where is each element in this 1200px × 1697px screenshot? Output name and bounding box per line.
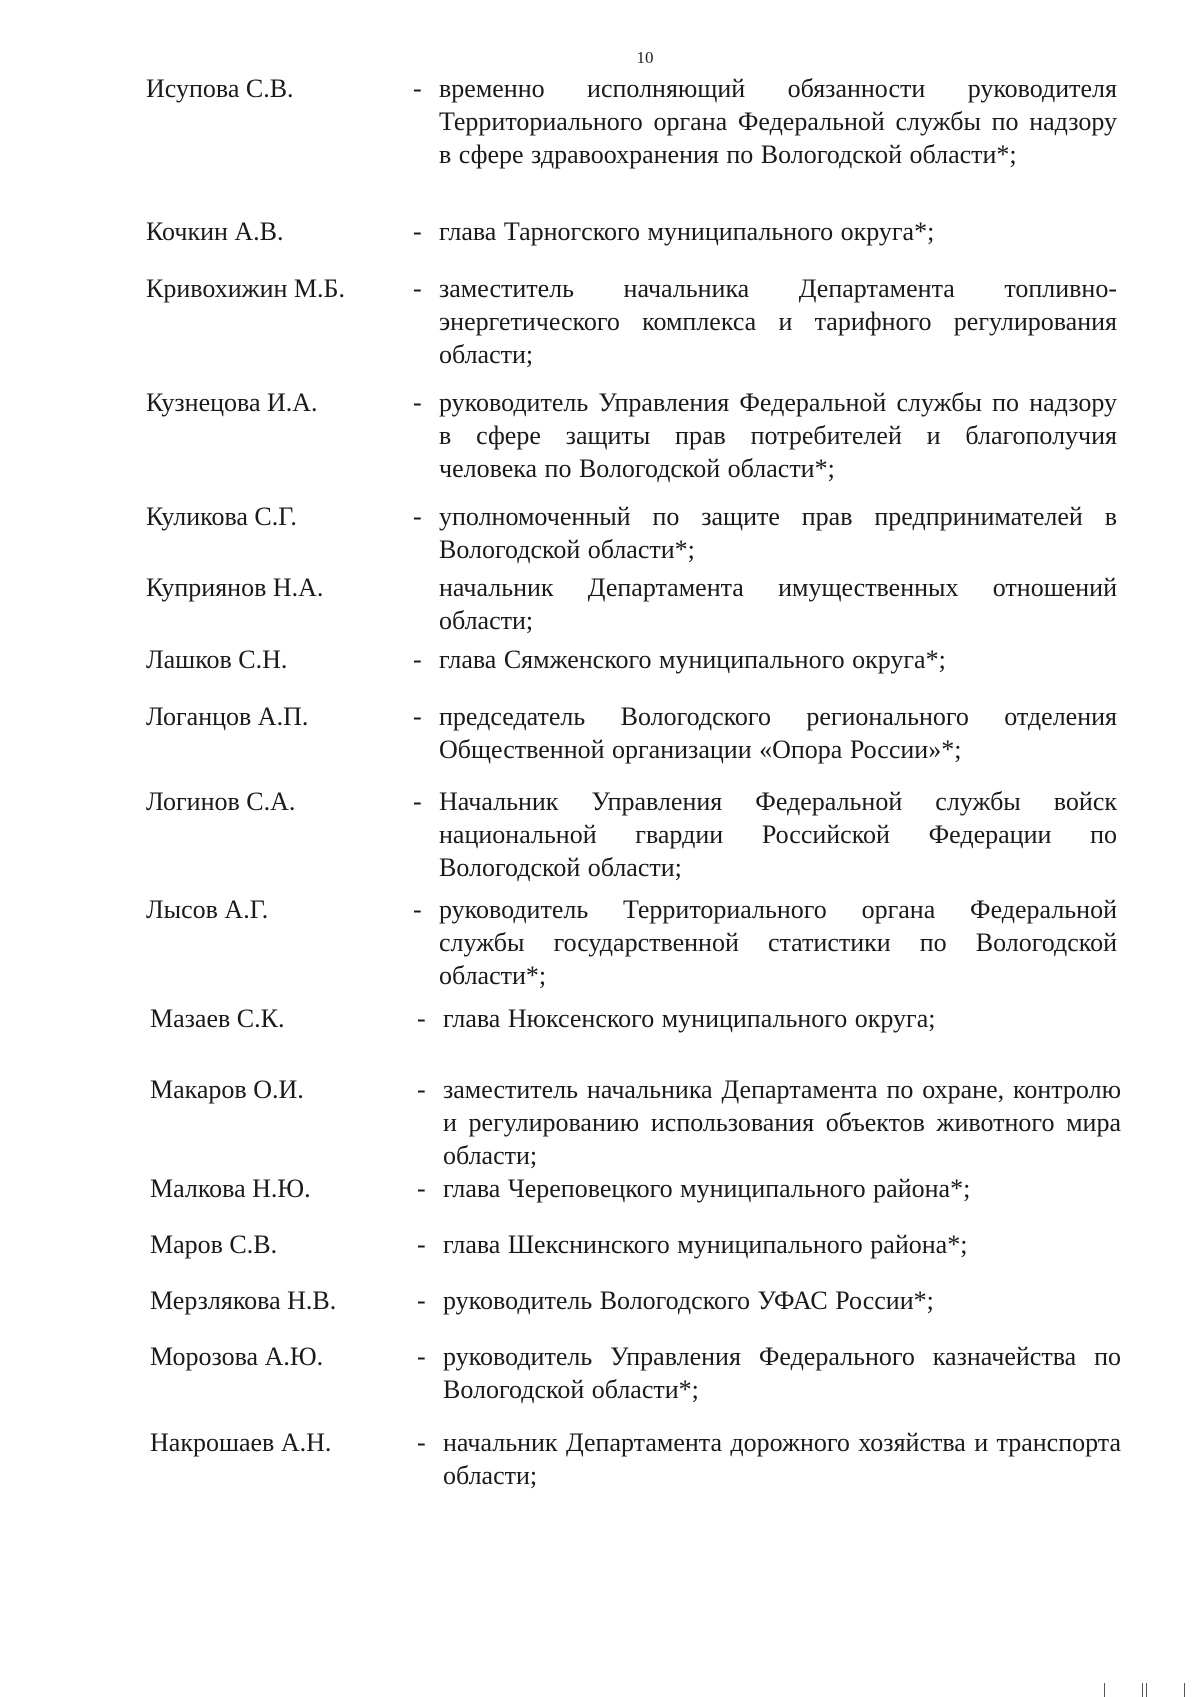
entry-description: глава Череповецкого муниципального района*;	[443, 1174, 971, 1203]
entry-name: Маров С.В.	[150, 1230, 278, 1259]
entry-name: Макаров О.И.	[150, 1075, 304, 1104]
scan-mark	[1184, 1683, 1185, 1697]
entry-dash: -	[417, 1230, 426, 1259]
entry-dash: -	[413, 702, 422, 731]
list-entry-logantsov	[146, 700, 1117, 766]
list-entry-malkova	[150, 1172, 1121, 1205]
entry-name: Логинов С.А.	[146, 787, 296, 816]
list-entry-lysov	[146, 893, 1117, 992]
list-entry-lashkov	[146, 643, 1117, 676]
scan-mark	[1142, 1683, 1143, 1697]
scan-mark	[1146, 1683, 1147, 1697]
entry-dash: -	[413, 645, 422, 674]
entry-description: уполномоченный по защите прав предпринимателей в Вологодской области*;	[439, 502, 1117, 564]
entry-description: руководитель Управления Федерального казначейства по Вологодской области*;	[443, 1342, 1121, 1404]
entry-name: Лашков С.Н.	[146, 645, 288, 674]
entry-name: Куликова С.Г.	[146, 502, 297, 531]
entry-description: глава Шекснинского муниципального района*;	[443, 1230, 968, 1259]
entry-name: Кривохижин М.Б.	[146, 274, 345, 303]
entry-description: глава Тарногского муниципального округа*;	[439, 217, 935, 246]
page-number: 10	[636, 48, 654, 67]
entry-description: заместитель начальника Департамента по охране, контролю и регулированию использования объектов животного мира области;	[443, 1075, 1121, 1170]
entry-name: Мазаев С.К.	[150, 1004, 285, 1033]
entry-dash: -	[413, 274, 422, 303]
entry-description: глава Сямженского муниципального округа*;	[439, 645, 946, 674]
entry-dash: -	[413, 74, 422, 103]
entry-dash	[413, 571, 439, 637]
entry-dash: -	[413, 895, 422, 924]
entry-description: руководитель Территориального органа Федеральной службы государственной статистики по Вологодской области*;	[439, 895, 1117, 990]
list-entry-kuznetsova	[146, 386, 1117, 485]
list-entry-loginov	[146, 785, 1117, 884]
entry-name: Логанцов А.П.	[146, 702, 309, 731]
entry-name: Лысов А.Г.	[146, 895, 269, 924]
scan-mark	[1104, 1683, 1105, 1697]
list-entry-makarov	[150, 1073, 1121, 1172]
entry-dash: -	[413, 217, 422, 246]
list-entry-mazaev	[150, 1002, 1121, 1035]
entry-dash: -	[417, 1428, 426, 1457]
entry-name: Морозова А.Ю.	[150, 1342, 324, 1371]
entry-name: Кузнецова И.А.	[146, 388, 318, 417]
entry-description: руководитель Вологодского УФАС России*;	[443, 1286, 934, 1315]
list-entry-nakroshaev	[150, 1426, 1121, 1492]
list-entry-kochkin	[146, 215, 1117, 248]
entry-description: начальник Департамента дорожного хозяйства и транспорта области;	[443, 1428, 1121, 1490]
entry-description: руководитель Управления Федеральной службы по надзору в сфере защиты прав потребителей и благополучия человека по Вологодской области*;	[439, 388, 1117, 483]
entry-dash: -	[417, 1342, 426, 1371]
entry-name: Малкова Н.Ю.	[150, 1174, 311, 1203]
entry-name: Накрошаев А.Н.	[150, 1428, 332, 1457]
entry-name: Кочкин А.В.	[146, 217, 284, 246]
list-entry-morozova	[150, 1340, 1121, 1406]
entry-dash: -	[413, 502, 422, 531]
entry-name: Мерзлякова Н.В.	[150, 1286, 337, 1315]
entry-dash: -	[413, 787, 422, 816]
entry-name: Исупова С.В.	[146, 74, 294, 103]
entry-description: глава Нюксенского муниципального округа;	[443, 1004, 936, 1033]
entry-description: временно исполняющий обязанности руководителя Территориального органа Федеральной службы по надзору в сфере здравоохранения по Вологодской области*;	[439, 74, 1117, 169]
entry-description: председатель Вологодского регионального отделения Общественной организации «Опора России»*;	[439, 702, 1117, 764]
list-entry-kulikova	[146, 500, 1117, 566]
entry-description: начальник Департамента имущественных отношений области;	[439, 573, 1117, 635]
entry-dash: -	[417, 1075, 426, 1104]
scan-edge-marks	[1080, 1675, 1200, 1697]
list-entry-krivokhizhin	[146, 272, 1117, 371]
entry-dash: -	[413, 388, 422, 417]
list-entry-marov	[150, 1228, 1121, 1261]
entry-dash: -	[417, 1286, 426, 1315]
list-entry-kupriyanov	[146, 571, 1117, 637]
entry-dash: -	[417, 1174, 426, 1203]
list-entry-merzlyakova	[150, 1284, 1121, 1317]
entry-description: Начальник Управления Федеральной службы войск национальной гвардии Российской Федерации по Вологодской области;	[439, 787, 1117, 882]
list-entry-isupova	[146, 72, 1117, 171]
entry-name: Куприянов Н.А.	[146, 573, 324, 602]
entry-description: заместитель начальника Департамента топливно-энергетического комплекса и тарифного регулирования области;	[439, 274, 1117, 369]
entry-dash: -	[417, 1004, 426, 1033]
